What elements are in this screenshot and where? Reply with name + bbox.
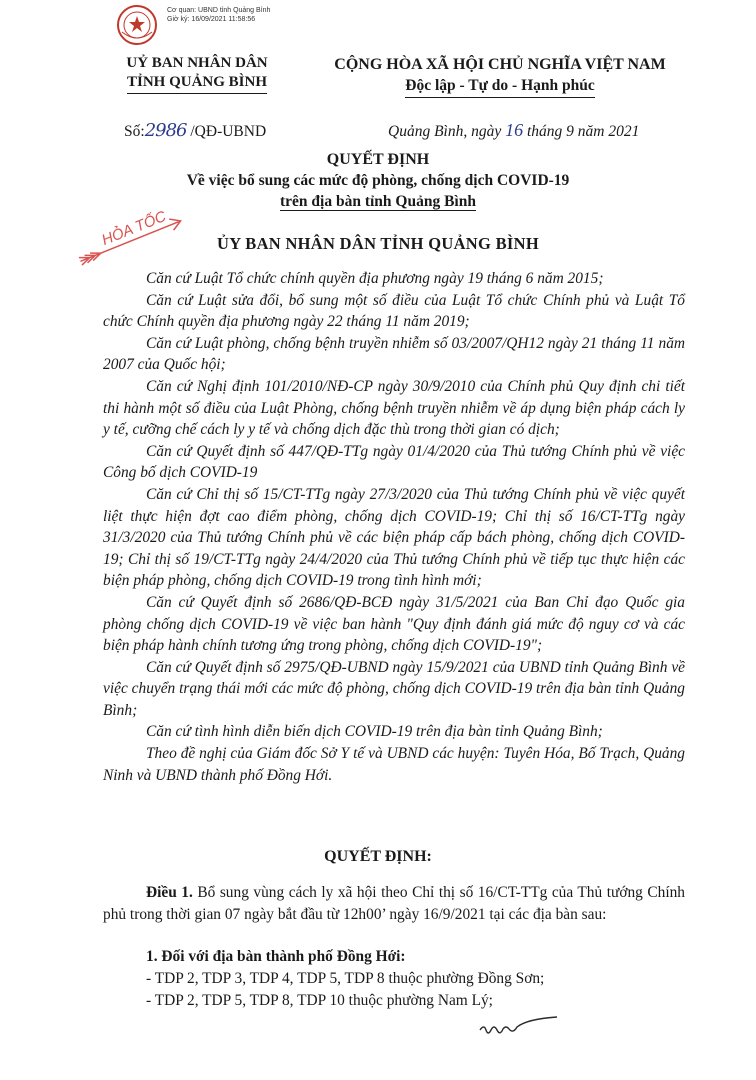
- nation-motto: Độc lập - Tự do - Hạnh phúc: [405, 75, 594, 98]
- doc-number-handwritten: 2986: [144, 120, 187, 141]
- preamble-item: Căn cứ Quyết định số 447/QĐ-TTg ngày 01/4/2020 của Thủ tướng Chính phủ về việc Công bố dịch COVID-19: [103, 442, 685, 482]
- article-1-text: Bổ sung vùng cách ly xã hội theo Chỉ thị số 16/CT-TTg của Thủ tướng Chính phủ trong thời gian 07 ngày bắt đầu từ 12h00’ ngày 16/9/2021 tại các địa bàn sau:: [103, 884, 685, 923]
- agency-header: [92, 54, 302, 94]
- section-1-heading: 1. Đối với địa bàn thành phố Đồng Hới:: [146, 948, 406, 965]
- preamble-item: Căn cứ Nghị định 101/2010/NĐ-CP ngày 30/9/2010 của Chính phủ Quy định chi tiết thi hành một số điều của Luật Phòng, chống bệnh truyền nhiễm về áp dụng biện pháp cách ly y tế, cưỡng chế cách ly y tế và chống dịch đặc thù trong thời gian có dịch;: [103, 377, 685, 439]
- date-line: [388, 120, 639, 141]
- initial-signature-icon: [476, 1012, 566, 1042]
- document-subject-line2: trên địa bàn tỉnh Quảng Bình: [280, 193, 476, 210]
- document-number: [124, 120, 266, 141]
- article-1: [103, 882, 685, 925]
- national-emblem-seal-icon: [116, 4, 158, 46]
- document-subject-line1: Về việc bổ sung các mức độ phòng, chống dịch COVID-19: [186, 172, 570, 189]
- list-item: - TDP 2, TDP 3, TDP 4, TDP 5, TDP 8 thuộc phường Đồng Sơn;: [146, 970, 545, 987]
- agency-line2: TỈNH QUẢNG BÌNH: [127, 73, 267, 94]
- preamble-item: Căn cứ tình hình diễn biến dịch COVID-19 trên địa bàn tỉnh Quảng Bình;: [146, 723, 603, 741]
- preamble-item: Căn cứ Luật sửa đổi, bổ sung một số điều của Luật Tổ chức Chính phủ và Luật Tổ chức Chính quyền địa phương ngày 22 tháng 11 năm 2019;: [103, 291, 685, 331]
- preamble-item: Căn cứ Quyết định số 2686/QĐ-BCĐ ngày 31/5/2021 của Ban Chỉ đạo Quốc gia phòng chống dịch COVID-19 về việc ban hành "Quy định đánh giá mức độ nguy cơ và các biện pháp hành chính tương ứng trong phòng, chống dịch COVID-19";: [103, 593, 685, 655]
- preamble-item: Căn cứ Luật phòng, chống bệnh truyền nhiễm số 03/2007/QH12 ngày 21 tháng 11 năm 2007 của Quốc hội;: [103, 334, 685, 374]
- document-title: QUYẾT ĐỊNH: [326, 151, 430, 168]
- signature-agency: Cơ quan: UBND tỉnh Quảng Bình: [167, 7, 271, 14]
- nation-line1: CỘNG HÒA XÃ HỘI CHỦ NGHĨA VIỆT NAM: [334, 56, 666, 73]
- digital-signature-info: [167, 6, 270, 24]
- doc-number-prefix: Số:: [124, 123, 145, 140]
- agency-line1: UỶ BAN NHÂN DÂN: [126, 55, 268, 71]
- issuing-authority: ỦY BAN NHÂN DÂN TỈNH QUẢNG BÌNH: [217, 234, 539, 253]
- preamble-item: Căn cứ Quyết định số 2975/QĐ-UBND ngày 15/9/2021 của UBND tỉnh Quảng Bình về việc chuyển trạng thái mới các mức độ phòng, chống dịch COVID-19 trên địa bàn tỉnh Quảng Bình;: [103, 658, 685, 719]
- date-day-handwritten: 16: [505, 120, 524, 140]
- signature-time: Giờ ký: 16/09/2021 11:58:56: [167, 16, 256, 23]
- list-item: - TDP 2, TDP 5, TDP 8, TDP 10 thuộc phường Nam Lý;: [146, 992, 493, 1009]
- doc-number-suffix: /QĐ-UBND: [186, 123, 267, 140]
- preamble: [103, 268, 685, 786]
- decision-heading: QUYẾT ĐỊNH:: [324, 848, 432, 865]
- nation-header: [300, 54, 700, 98]
- urgent-stamp-text: HỎA TỐC: [99, 207, 169, 250]
- article-1-label: Điều 1.: [146, 884, 193, 901]
- preamble-item: Theo đề nghị của Giám đốc Sở Y tế và UBND các huyện: Tuyên Hóa, Bố Trạch, Quảng Ninh và UBND thành phố Đồng Hới.: [103, 745, 685, 784]
- date-suffix: tháng 9 năm 2021: [523, 123, 640, 140]
- date-prefix: Quảng Bình, ngày: [388, 123, 506, 140]
- preamble-item: Căn cứ Chỉ thị số 15/CT-TTg ngày 27/3/2020 của Thủ tướng Chính phủ về việc quyết liệt thực hiện đợt cao điểm phòng, chống dịch COVID-19; Chỉ thị số 16/CT-TTg ngày 31/3/2020 của Thủ tướng Chính phủ về các biện pháp cấp bách phòng, chống dịch COVID-19; Chỉ thị số 19/CT-TTg ngày 24/4/2020 của Thủ tướng Chính phủ về tiếp tục thực hiện các biện pháp phòng, chống dịch COVID-19 trong tình hình mới;: [103, 485, 685, 590]
- preamble-item: Căn cứ Luật Tổ chức chính quyền địa phương ngày 19 tháng 6 năm 2015;: [146, 270, 604, 287]
